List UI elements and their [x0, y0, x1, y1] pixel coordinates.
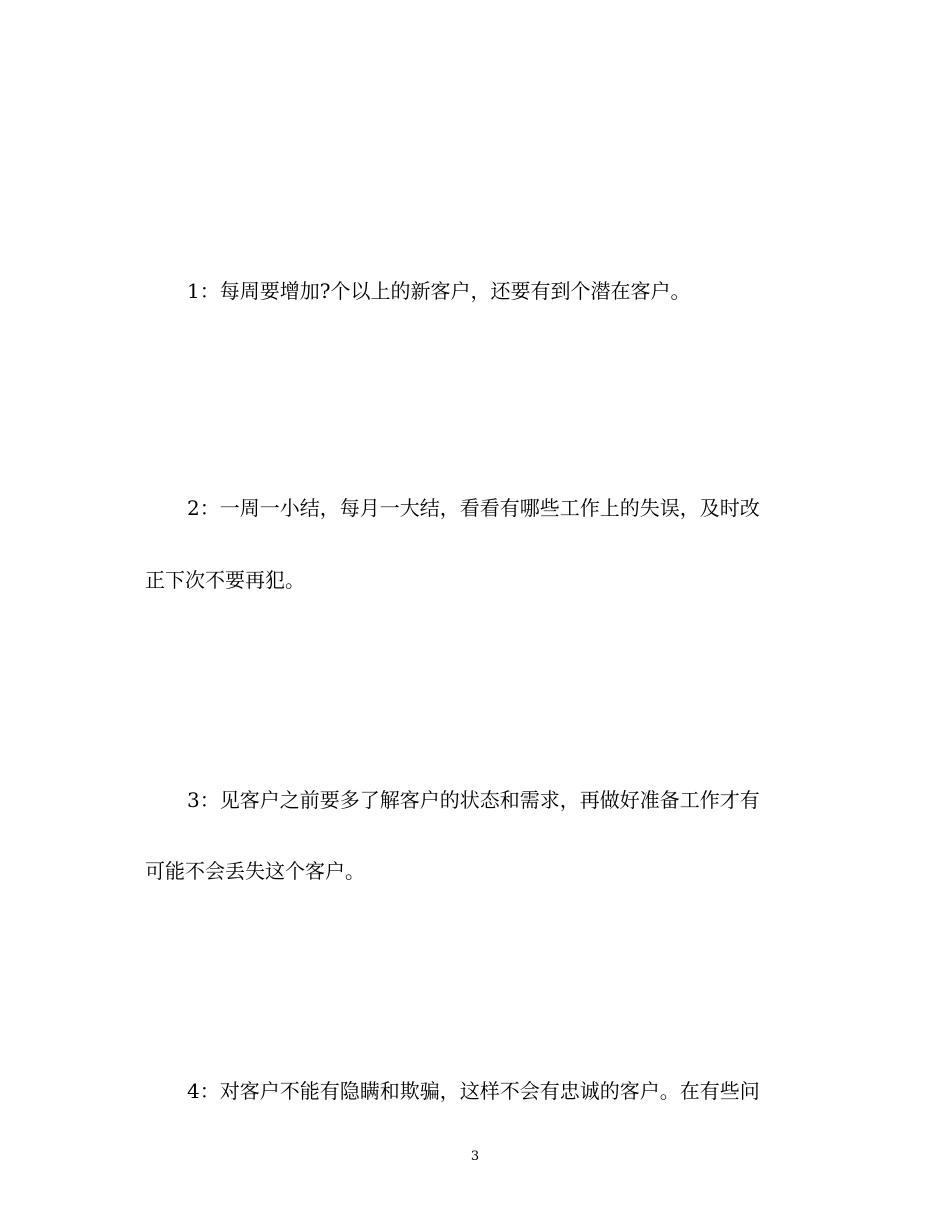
- paragraph-4-line-1: 4：对客户不能有隐瞒和欺骗，这样不会有忠诚的客户。在有些问: [187, 1079, 760, 1103]
- paragraph-1-line-1: 1：每周要增加?个以上的新客户，还要有到个潜在客户。: [187, 279, 691, 303]
- page-number: 3: [470, 1149, 480, 1164]
- paragraph-3-line-1: 3：见客户之前要多了解客户的状态和需求，再做好准备工作才有: [187, 788, 760, 812]
- paragraph-3-line-2: 可能不会丢失这个客户。: [145, 859, 365, 883]
- paragraph-2-line-2: 正下次不要再犯。: [145, 568, 305, 592]
- paragraph-2-line-1: 2：一周一小结，每月一大结，看看有哪些工作上的失误，及时改: [187, 496, 760, 520]
